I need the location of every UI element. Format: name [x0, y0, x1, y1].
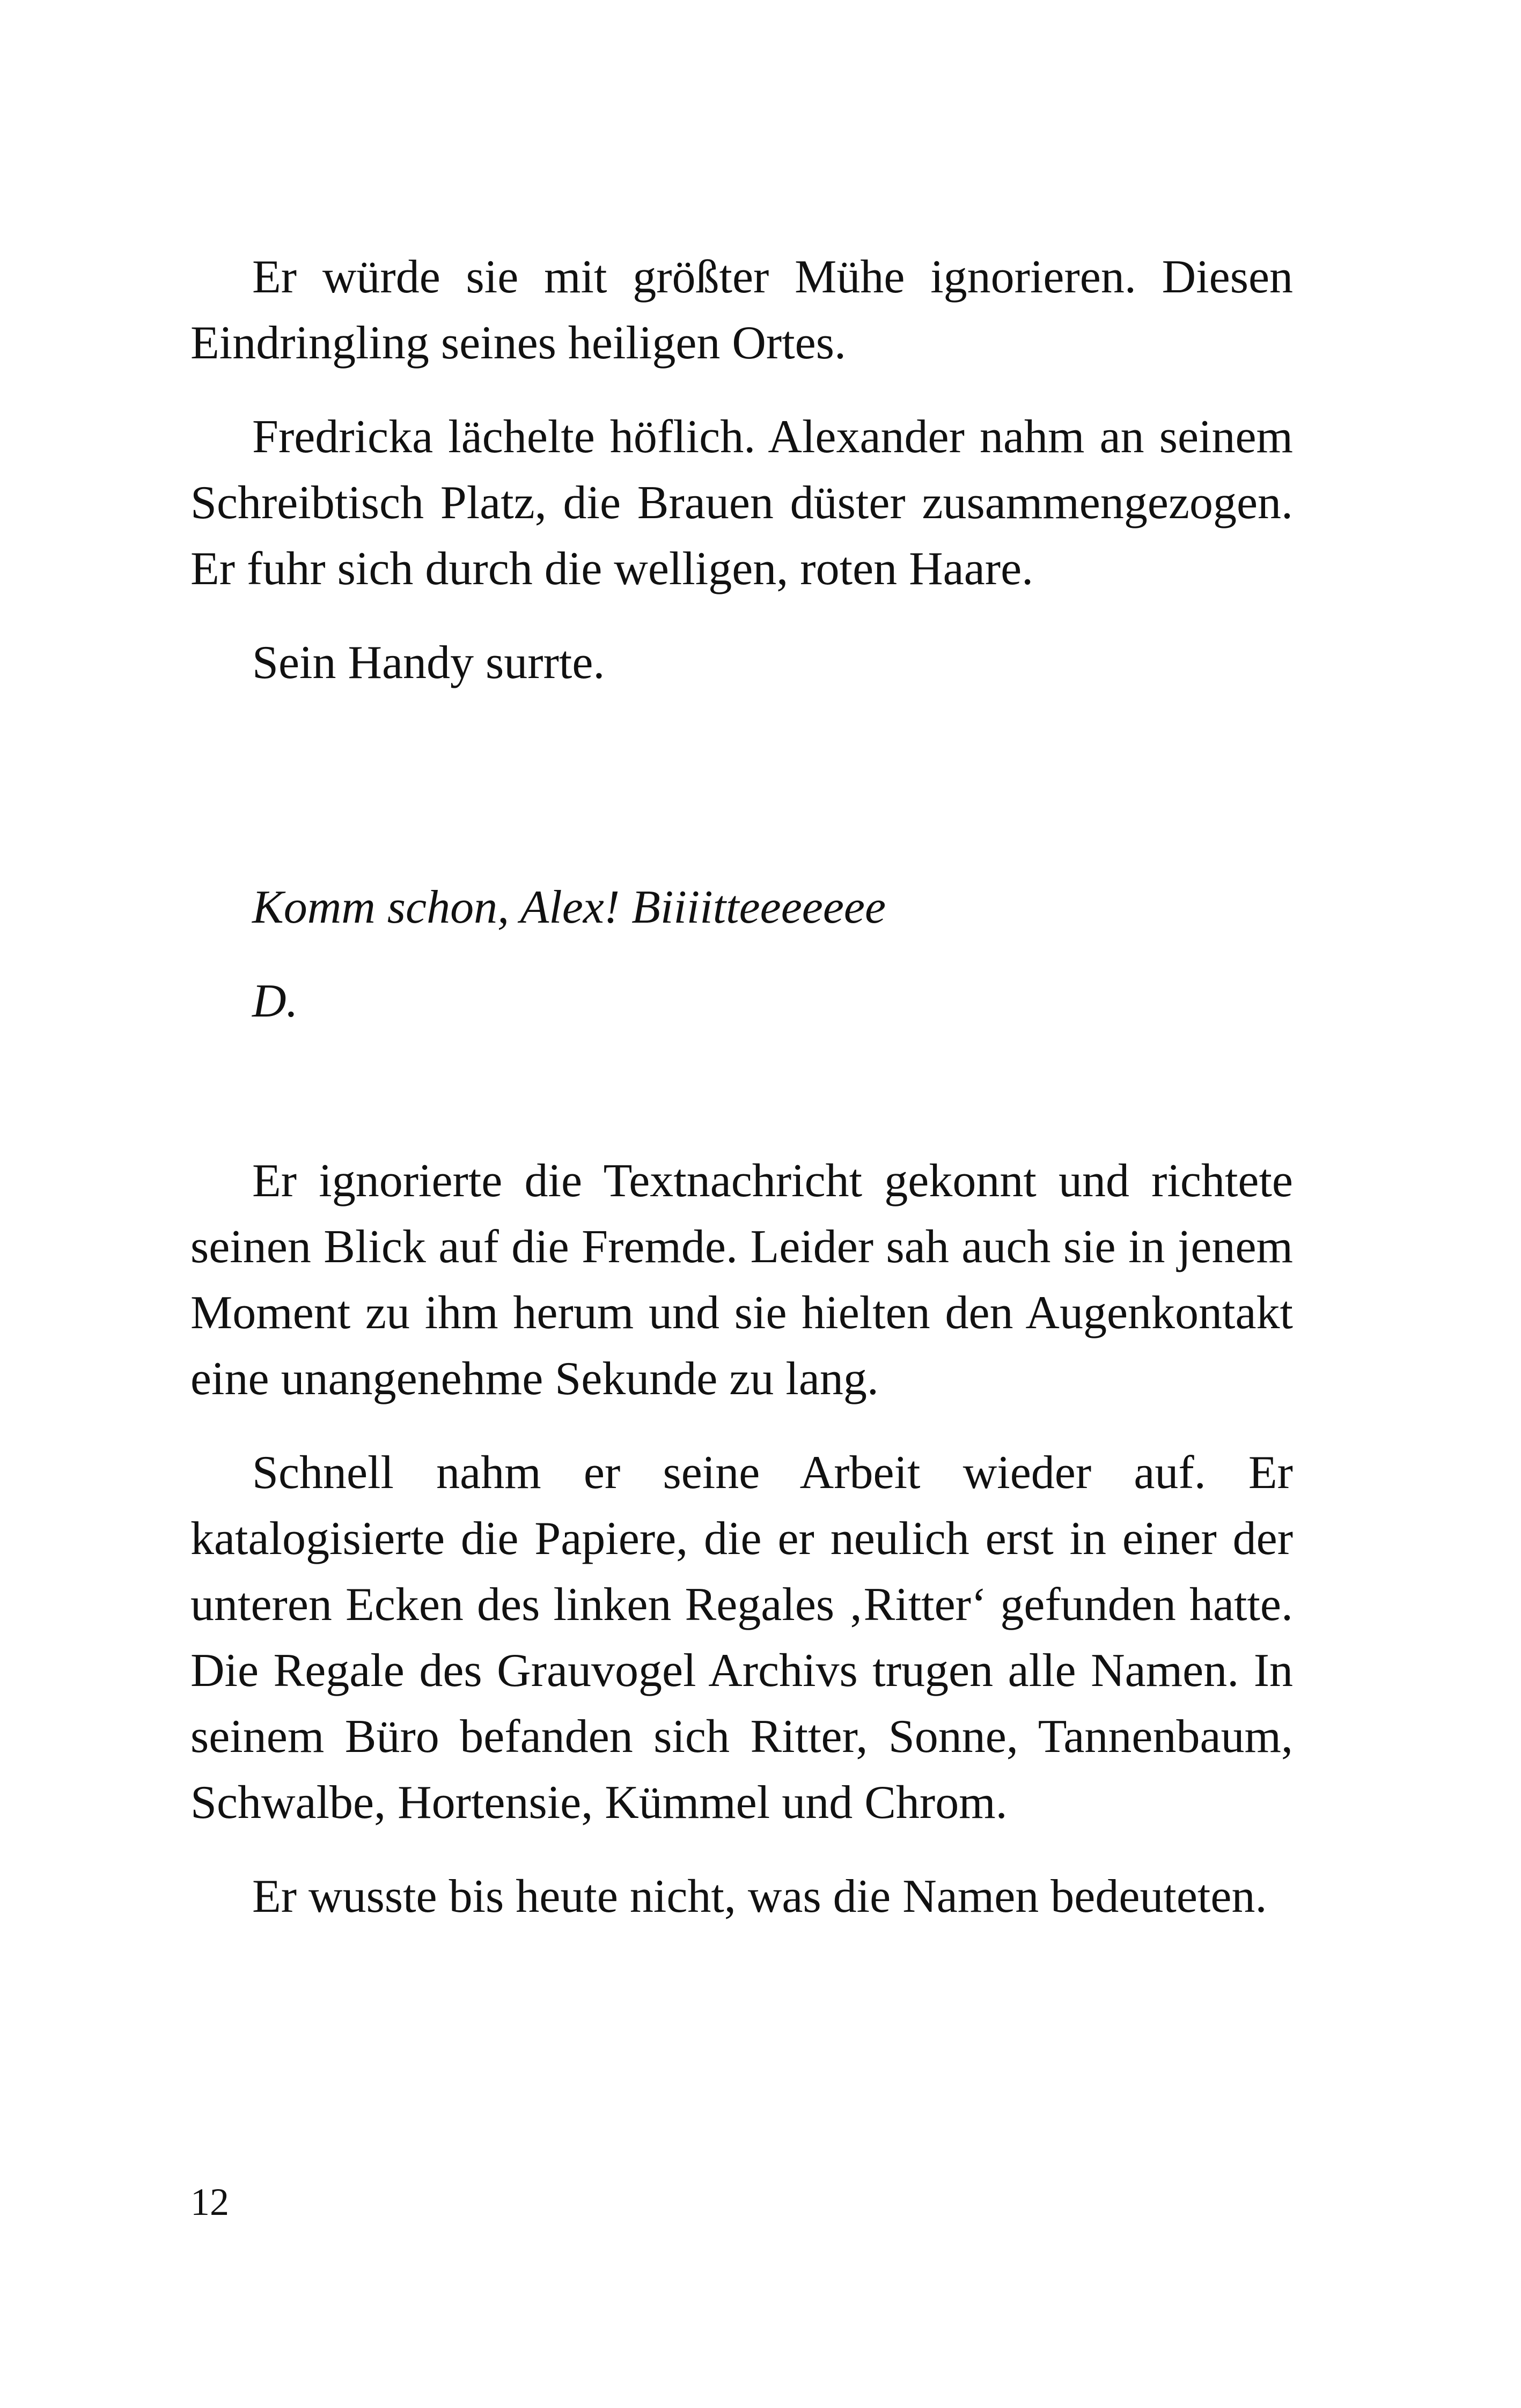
- paragraph-5: Schnell nahm er seine Arbeit wieder auf. Er katalogisierte die Papiere, die er neulich erst in einer der unteren Ecken des linken Regales ‚Ritter‘ gefunden hatte. Die Regale des Grauvogel Archivs trugen alle Namen. In seinem Büro befanden sich Ritter, Sonne, Tannenbaum, Schwalbe, Hortensie, Kümmel und Chrom.: [190, 1447, 1293, 1829]
- message-text: Komm schon, Alex! Biiiitteeeeeee: [252, 881, 886, 933]
- text-block-top: [190, 244, 1293, 696]
- text-block-bottom: [190, 1148, 1293, 1930]
- text-message: [190, 874, 1293, 1034]
- page-number: 12: [190, 2181, 229, 2223]
- message-signature: D.: [252, 975, 298, 1027]
- paragraph-4: Er ignorierte die Textnachricht gekonnt und richtete seinen Blick auf die Fremde. Leider sah auch sie in jenem Moment zu ihm herum und sie hielten den Augenkontakt eine unangenehme Sekunde zu lang.: [190, 1155, 1293, 1405]
- paragraph-2: Fredricka lächelte höflich. Alexander nahm an seinem Schreibtisch Platz, die Brauen düster zusammengezogen. Er fuhr sich durch die welligen, roten Haare.: [190, 411, 1293, 595]
- paragraph-6: Er wusste bis heute nicht, was die Namen bedeuteten.: [252, 1871, 1267, 1923]
- paragraph-3: Sein Handy surrte.: [252, 637, 605, 689]
- paragraph-1: Er würde sie mit größter Mühe ignorieren. Diesen Eindringling seines heiligen Ortes.: [190, 251, 1293, 369]
